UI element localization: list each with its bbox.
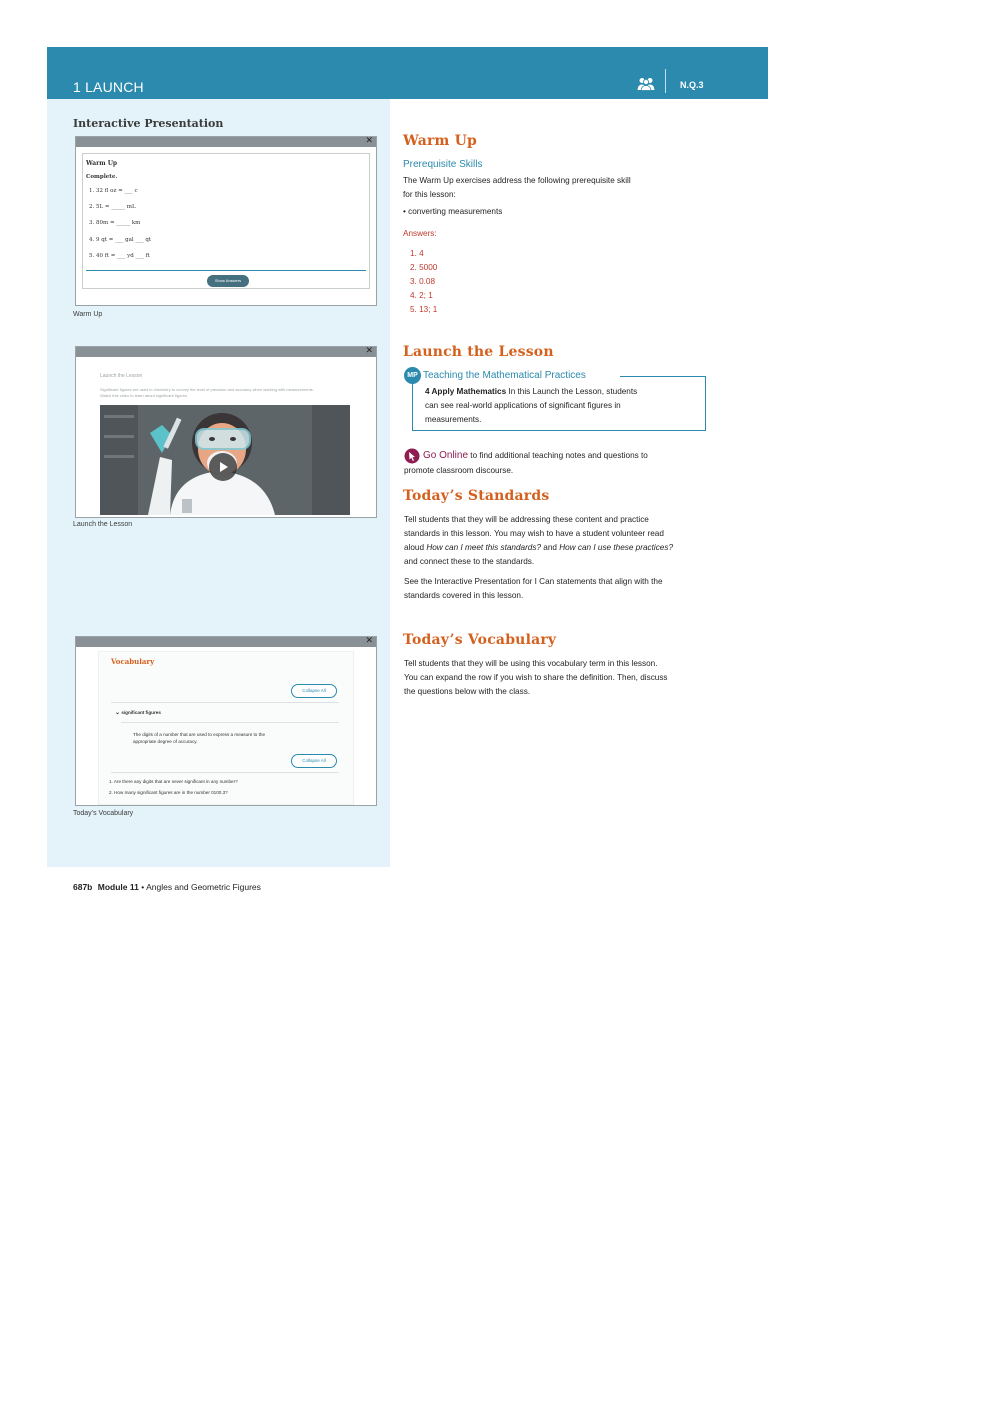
panel-heading: Interactive Presentation xyxy=(73,117,224,130)
answers-label: Answers: xyxy=(403,229,437,238)
collapse-all-button[interactable]: Collapse All xyxy=(291,754,337,768)
divider xyxy=(121,722,339,723)
vocab-question: 1. Are there any digits that are never significant in any number? xyxy=(109,779,238,784)
text-span: aloud xyxy=(404,543,427,552)
chevron-down-icon: ⌄ xyxy=(115,710,121,716)
warm-up-instruction: Complete. xyxy=(86,174,118,180)
answer-item: 5. 13; 1 xyxy=(410,305,438,314)
mp-text-span: In this Launch the Lesson, students xyxy=(506,387,638,396)
go-online-text-span: to find additional teaching notes and questions to xyxy=(468,451,648,460)
vocabulary-screen-title: Vocabulary xyxy=(111,657,155,666)
play-button[interactable] xyxy=(209,453,237,481)
standard-code: N.Q.3 xyxy=(680,80,704,90)
video-player[interactable] xyxy=(100,405,350,515)
vocabulary-content xyxy=(98,651,354,805)
module-label: Module 11 xyxy=(97,882,139,892)
vocab-question: 2. How many significant figures are in the number 0100.3? xyxy=(109,790,228,795)
answer-item: 4. 2; 1 xyxy=(410,291,433,300)
standards-text: standards covered in this lesson. xyxy=(404,591,524,600)
question-italic: How can I use these practices? xyxy=(559,543,673,552)
page-footer xyxy=(73,882,261,892)
divider xyxy=(86,270,366,271)
header-divider xyxy=(665,69,666,93)
section-header xyxy=(47,47,768,99)
screen-titlebar xyxy=(76,137,376,147)
launch-screen-text: Watch this video to learn about significant figures. xyxy=(100,393,188,398)
launch-lesson-heading: Launch the Lesson xyxy=(403,344,554,360)
interactive-presentation-panel xyxy=(47,99,390,867)
standards-text xyxy=(404,541,673,555)
screen-titlebar xyxy=(76,347,376,357)
warm-up-heading: Warm Up xyxy=(403,133,478,149)
mp-text: can see real-world applications of significant figures in xyxy=(425,401,621,410)
mp-text: measurements. xyxy=(425,415,482,424)
warm-up-text: The Warm Up exercises address the following prerequisite skill xyxy=(403,176,631,185)
close-icon[interactable]: ✕ xyxy=(365,636,373,645)
launch-lesson-screen[interactable] xyxy=(75,346,377,518)
play-icon xyxy=(209,453,237,481)
prerequisite-skills-subheading: Prerequisite Skills xyxy=(403,159,483,170)
todays-vocabulary-heading: Today’s Vocabulary xyxy=(403,632,557,648)
warm-up-caption: Warm Up xyxy=(73,311,103,318)
footer-separator: • xyxy=(138,882,147,892)
launch-screen-title: Launch the Lesson xyxy=(100,373,143,379)
warm-up-screen-title: Warm Up xyxy=(86,160,118,167)
section-title: 1 LAUNCH xyxy=(73,79,144,95)
warm-up-item: 2. 5L = _____ mL xyxy=(89,204,136,210)
warm-up-item: 5. 40 ft = ___ yd ___ ft xyxy=(89,253,150,259)
go-online-link[interactable]: Go Online xyxy=(423,450,469,461)
vocabulary-screen[interactable] xyxy=(75,636,377,806)
warm-up-text: for this lesson: xyxy=(403,190,456,199)
go-online-text xyxy=(423,449,648,463)
question-italic: How can I meet this standards? xyxy=(426,543,541,552)
warm-up-item: 3. 80m = _____ km xyxy=(89,220,141,226)
warm-up-item: 4. 9 qt = ___ gal ___ qt xyxy=(89,237,152,243)
launch-screen-text: Significant figures are used in chemistry to convey the level of precision and accuracy when working with measurements. xyxy=(100,387,314,392)
standards-text: standards in this lesson. You may wish to have a student volunteer read xyxy=(404,529,664,538)
text-span: and xyxy=(541,543,560,552)
screen-titlebar xyxy=(76,637,376,647)
standards-text: and connect these to the standards. xyxy=(404,557,535,566)
prerequisite-bullet: • converting measurements xyxy=(403,207,503,216)
mp-badge-icon: MP xyxy=(404,367,421,384)
vocabulary-caption: Today’s Vocabulary xyxy=(73,810,134,817)
close-icon[interactable]: ✕ xyxy=(365,346,373,355)
mp-practice-name: 4 Apply Mathematics xyxy=(425,387,507,396)
divider xyxy=(111,702,339,703)
answer-item: 1. 4 xyxy=(410,249,424,258)
vocab-definition: The digits of a number that are used to express a measure to the xyxy=(133,732,266,737)
people-group-icon xyxy=(637,77,655,91)
collapse-all-button[interactable]: Collapse All xyxy=(291,684,337,698)
warm-up-content xyxy=(82,153,370,289)
go-online-text: promote classroom discourse. xyxy=(404,466,514,475)
vocab-definition: appropriate degree of accuracy. xyxy=(133,739,198,744)
launch-lesson-caption: Launch the Lesson xyxy=(73,521,133,528)
vocabulary-text: the questions below with the class. xyxy=(404,687,531,696)
warm-up-screen[interactable] xyxy=(75,136,377,306)
standards-text: See the Interactive Presentation for I Can statements that align with the xyxy=(404,577,663,586)
divider xyxy=(111,772,339,773)
page-number: 687b xyxy=(73,882,93,892)
show-answers-button[interactable]: Show Answers xyxy=(207,275,249,287)
mp-title: Teaching the Mathematical Practices xyxy=(423,370,586,381)
close-icon[interactable]: ✕ xyxy=(365,136,373,145)
mp-text xyxy=(425,385,637,399)
warm-up-item: 1. 32 fl oz = ___ c xyxy=(89,188,138,194)
module-title: Angles and Geometric Figures xyxy=(146,882,261,892)
vocab-term-row[interactable] xyxy=(115,709,161,716)
answer-item: 3. 0.08 xyxy=(410,277,436,286)
vocabulary-text: You can expand the row if you wish to share the definition. Then, discuss xyxy=(404,673,668,682)
standards-text: Tell students that they will be addressing these content and practice xyxy=(404,515,649,524)
vocabulary-text: Tell students that they will be using this vocabulary term in this lesson. xyxy=(404,659,658,668)
answer-item: 2. 5000 xyxy=(410,263,438,272)
go-online-icon xyxy=(404,448,420,464)
todays-standards-heading: Today’s Standards xyxy=(403,488,550,504)
vocab-term: significant figures xyxy=(121,710,161,715)
